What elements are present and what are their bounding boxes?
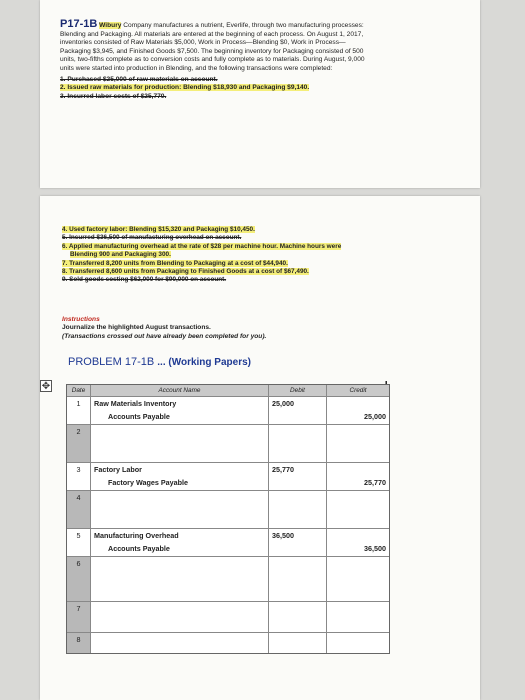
account-cell[interactable]: Raw Materials Inventory Accounts Payable <box>91 397 269 424</box>
table-row <box>67 602 389 633</box>
transaction-7: 7. Transferred 8,200 units from Blending to Packaging at a cost of $44,940. <box>62 259 288 267</box>
transaction-6-cont: Blending 900 and Packaging 300. <box>70 251 171 259</box>
row-number: 7 <box>67 602 91 632</box>
header-credit: Credit <box>349 387 367 394</box>
row-number: 1 <box>67 397 91 424</box>
intro-line-1: Company manufactures a nutrient, Everlife, through two manufacturing processes: <box>123 22 364 29</box>
account-cell[interactable] <box>91 425 269 462</box>
company-name: Wibury <box>99 22 122 29</box>
worksheet-title-prefix: PROBLEM 17-1B <box>68 356 155 368</box>
credit-cell[interactable] <box>327 491 389 528</box>
worksheet-title-suffix: ... (Working Papers) <box>157 357 251 368</box>
header-debit: Debit <box>269 385 327 396</box>
header-account: Account Name <box>91 385 269 396</box>
table-row <box>67 529 389 557</box>
debit-cell[interactable]: 36,500 <box>269 529 327 556</box>
table-row <box>67 463 389 491</box>
problem-title: P17-1B <box>60 18 98 30</box>
credit-cell[interactable]: 36,500 <box>364 544 386 553</box>
transaction-6: 6. Applied manufacturing overhead at the rate of $28 per machine hour. Machine hours were <box>62 242 342 250</box>
credit-cell[interactable] <box>327 425 389 462</box>
debit-cell[interactable]: 25,770 <box>269 463 327 490</box>
instructions-body: Journalize the highlighted August transactions. <box>62 324 211 332</box>
transaction-9: 9. Sold goods costing $62,000 for $90,000 on account. <box>62 276 227 284</box>
intro-line-2: Blending and Packaging. All materials are entered at the beginning of each process. On August 1, 2017, <box>60 30 364 38</box>
debit-cell[interactable] <box>269 633 327 653</box>
instructions <box>62 316 266 341</box>
credit-cell[interactable]: 25,770 <box>364 478 386 487</box>
debit-cell[interactable] <box>269 557 327 601</box>
transaction-3: 3. Incurred labor costs of $25,770. <box>60 92 167 100</box>
row-number: 2 <box>67 425 91 462</box>
debit-cell[interactable]: 25,000 <box>269 397 327 424</box>
debit-cell[interactable] <box>269 602 327 632</box>
table-row <box>67 425 389 463</box>
intro-line-6: units were started into production in Blending, and the following transactions were completed: <box>60 64 333 72</box>
row-number: 8 <box>67 633 91 653</box>
row-number: 6 <box>67 557 91 601</box>
intro-line-3: inventories consisted of Raw Materials $5,000, Work in Process—Blending $0, Work in Process— <box>60 39 346 47</box>
row-number: 4 <box>67 491 91 528</box>
credit-cell[interactable] <box>327 602 389 632</box>
credit-cell[interactable] <box>327 633 389 653</box>
problem-statement <box>60 20 460 101</box>
journal-table <box>66 384 390 654</box>
transaction-4: 4. Used factory labor: Blending $15,320 and Packaging $10,450. <box>62 226 255 233</box>
table-row <box>67 491 389 529</box>
transaction-2: 2. Issued raw materials for production: Blending $18,930 and Packaging $9,140. <box>60 84 310 92</box>
debit-cell[interactable] <box>269 425 327 462</box>
credit-cell[interactable]: 25,000 <box>364 412 386 421</box>
instructions-heading: Instructions <box>62 316 100 323</box>
row-number: 5 <box>67 529 91 556</box>
account-cell[interactable] <box>91 491 269 528</box>
credit-cell[interactable] <box>327 557 389 601</box>
account-cell[interactable]: Manufacturing Overhead Accounts Payable <box>91 529 269 556</box>
table-row <box>67 557 389 602</box>
transaction-8: 8. Transferred 8,600 units from Packaging to Finished Goods at a cost of $67,490. <box>62 268 309 276</box>
account-cell[interactable] <box>91 602 269 632</box>
header-date: Date <box>67 385 91 396</box>
row-number: 3 <box>67 463 91 490</box>
move-cross-icon[interactable]: ✥ <box>41 381 51 392</box>
page-1 <box>40 0 480 188</box>
transaction-list <box>62 226 457 285</box>
table-header-row <box>67 385 389 397</box>
transaction-5: 5. Incurred $36,500 of manufacturing overhead on account. <box>62 234 242 242</box>
debit-cell[interactable] <box>269 491 327 528</box>
instructions-note: (Transactions crossed out have already been completed for you). <box>62 332 267 340</box>
worksheet-title <box>68 356 251 368</box>
account-cell[interactable] <box>91 557 269 601</box>
table-row <box>67 397 389 425</box>
transaction-1: 1. Purchased $25,000 of raw materials on account. <box>60 75 218 83</box>
account-cell[interactable]: Factory Labor Factory Wages Payable <box>91 463 269 490</box>
account-cell[interactable] <box>91 633 269 653</box>
transaction-list-top <box>60 76 460 102</box>
intro-line-5: units, two-fifths complete as to conversion costs and fully complete as to materials. During August, 9,000 <box>60 56 365 64</box>
page-2 <box>40 196 480 700</box>
intro-line-4: Packaging $3,945, and Finished Goods $7,500. The beginning inventory for Packaging consisted of 500 <box>60 47 364 55</box>
table-row <box>67 633 389 653</box>
